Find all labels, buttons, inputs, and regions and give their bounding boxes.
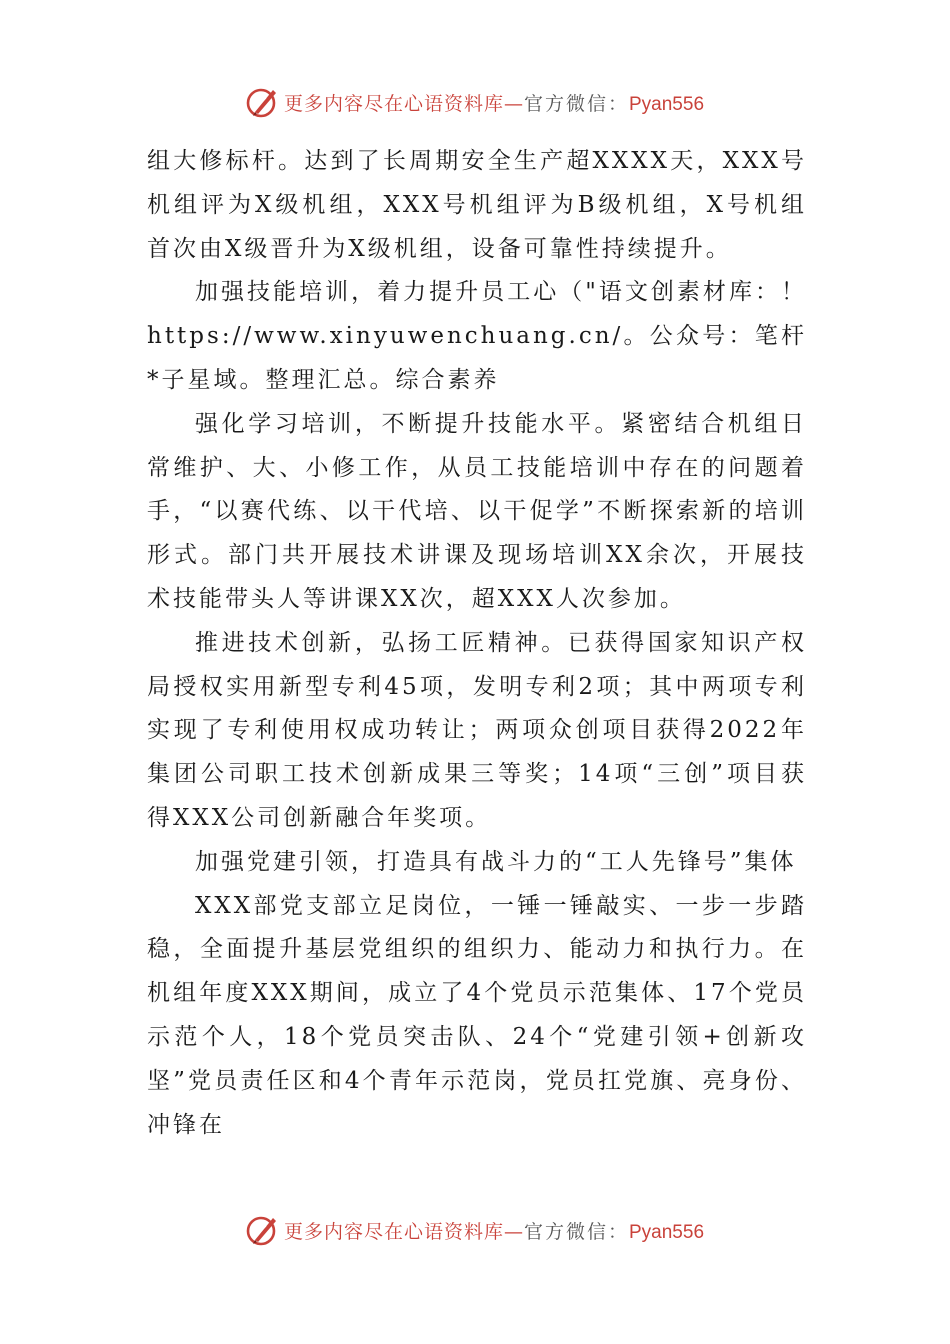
banner-wechat-id: Pyan556 [629,93,705,115]
banner-wechat-label: 官方微信： [523,1220,629,1243]
banner-separator: — [503,1220,524,1243]
banner-wechat-label: 官方微信： [523,92,629,115]
paragraph-6: XXX部党支部立足岗位，一锤一锤敲实、一步一步踏稳，全面提升基层党组织的组织力、能动力和执行力。在机组年度XXX期间，成立了4个党员示范集体、17个党员示范个人，18个党员突击队、24个“党建引领+创新攻坚”党员责任区和4个青年示范岗，党员扛党旗、亮身份、冲锋在 [147,892,807,1138]
paragraph-4: 推进技术创新，弘扬工匠精神。已获得国家知识产权局授权实用新型专利45项，发明专利2项；其中两项专利实现了专利使用权成功转让；两项众创项目获得2022年集团公司职工技术创新成果三等奖；14项“三创”项目获得XXX公司创新融合年奖项。 [147,629,807,831]
quill-logo-icon [246,1213,280,1247]
section-heading: 加强党建引领，打造具有战斗力的“工人先锋号”集体 [195,848,797,875]
paragraph-2: 加强技能培训，着力提升员工心（"语文创素材库：！https://www.xinyuwenchuang.cn/。公众号：笔杆*子星域。整理汇总。综合素养 [147,279,807,393]
document-body [147,140,807,1147]
paragraph-3: 强化学习培训，不断提升技能水平。紧密结合机组日常维护、大、小修工作，从员工技能培训中存在的问题着手，“以赛代练、以干代培、以干促学”不断探索新的培训形式。部门共开展技术讲课及现场培训XX余次，开展技术技能带头人等讲课XX次，超XXX人次参加。 [147,410,807,612]
banner-wechat-id: Pyan556 [629,1221,705,1243]
banner-separator: — [503,92,524,115]
quill-logo-icon [246,85,280,119]
paragraph-1: 组大修标杆。达到了长周期安全生产超XXXX天，XXX号机组评为X级机组，XXX号机组评为B级机组，X号机组首次由X级晋升为X级机组，设备可靠性持续提升。 [147,148,807,262]
header-banner [0,82,950,122]
footer-banner [0,1210,950,1250]
banner-title: 更多内容尽在心语资料库 [283,1220,504,1243]
banner-title: 更多内容尽在心语资料库 [283,92,504,115]
